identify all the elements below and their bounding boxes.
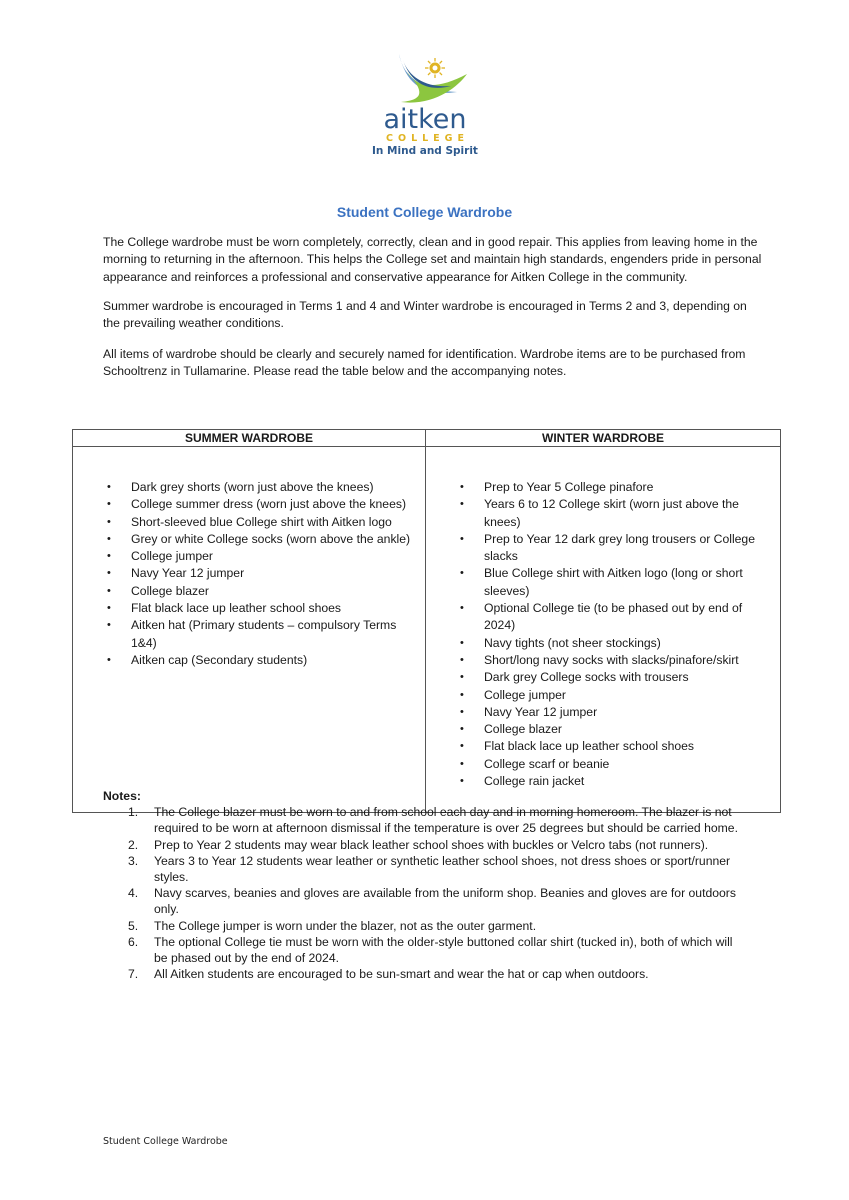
list-item: • College jumper xyxy=(73,548,425,565)
list-item: • Navy Year 12 jumper xyxy=(73,565,425,582)
note-number: 3. xyxy=(128,853,139,868)
list-item: • College jumper xyxy=(426,687,780,704)
note-text: Prep to Year 2 students may wear black leather school shoes with buckles or Velcro tabs (not runners). xyxy=(154,837,709,852)
list-item: • Short-sleeved blue College shirt with Aitken logo xyxy=(73,514,425,531)
wardrobe-table xyxy=(72,429,781,813)
winter-list xyxy=(426,479,780,790)
summer-list xyxy=(73,479,425,669)
note-item xyxy=(103,837,743,853)
notes-section xyxy=(103,788,743,982)
note-number: 7. xyxy=(128,967,139,982)
note-text: The College jumper is worn under the blazer, not as the outer garment. xyxy=(154,918,537,933)
note-item xyxy=(103,966,743,982)
list-item: • Navy Year 12 jumper xyxy=(426,704,780,721)
note-item xyxy=(103,804,743,836)
list-item: • Flat black lace up leather school shoes xyxy=(426,738,780,755)
summer-header: SUMMER WARDROBE xyxy=(73,430,426,447)
list-item: • Flat black lace up leather school shoes xyxy=(73,600,425,617)
list-item: • Optional College tie (to be phased out by end of 2024) xyxy=(426,600,780,635)
page-title: Student College Wardrobe xyxy=(336,204,513,220)
list-item: • College blazer xyxy=(73,583,425,600)
logo-college: COLLEGE xyxy=(386,133,469,144)
list-item: • College blazer xyxy=(426,721,780,738)
logo-name: aitken xyxy=(383,104,467,135)
summer-cell xyxy=(73,447,426,813)
list-item: • College scarf or beanie xyxy=(426,756,780,773)
intro-paragraph-2: Summer wardrobe is encouraged in Terms 1 and 4 and Winter wardrobe is encouraged in Terms 2 and 3, depending on the prevailing weather conditions. xyxy=(103,299,747,331)
logo-tagline: In Mind and Spirit xyxy=(372,145,478,157)
list-item: • Short/long navy socks with slacks/pinafore/skirt xyxy=(426,652,780,669)
note-text: The College blazer must be worn to and from school each day and in morning homeroom. The blazer is not required to be worn at afternoon dismissal if the temperature is over 25 degrees but should be carried home. xyxy=(154,805,738,836)
college-logo xyxy=(360,48,490,173)
note-item xyxy=(103,934,743,966)
list-item: • Blue College shirt with Aitken logo (long or short sleeves) xyxy=(426,565,780,600)
intro-paragraph-3: All items of wardrobe should be clearly and securely named for identification. Wardrobe items are to be purchased from Schooltrenz in Tullamarine. Please read the table below and the accompanying notes. xyxy=(103,347,746,379)
list-item: • Aitken hat (Primary students – compulsory Terms 1&4) xyxy=(73,617,425,652)
list-item: • Grey or white College socks (worn above the ankle) xyxy=(73,531,425,548)
note-item xyxy=(103,853,743,885)
notes-list xyxy=(103,804,743,982)
note-text: The optional College tie must be worn with the older-style buttoned collar shirt (tucked in), both of which will be phased out by the end of 2024. xyxy=(154,934,733,966)
list-item: • Prep to Year 5 College pinafore xyxy=(426,479,780,496)
list-item: • Aitken cap (Secondary students) xyxy=(73,652,425,669)
list-item: • Navy tights (not sheer stockings) xyxy=(426,635,780,652)
winter-header: WINTER WARDROBE xyxy=(426,430,781,447)
note-item xyxy=(103,918,743,934)
list-item: • College rain jacket xyxy=(426,773,780,790)
list-item: • Years 6 to 12 College skirt (worn just above the knees) xyxy=(426,496,780,531)
note-number: 1. xyxy=(128,805,139,820)
list-item: • Dark grey College socks with trousers xyxy=(426,669,780,686)
notes-heading: Notes: xyxy=(103,789,141,803)
note-number: 5. xyxy=(128,918,139,933)
winter-cell xyxy=(426,447,781,813)
note-number: 6. xyxy=(128,934,139,949)
page-footer: Student College Wardrobe xyxy=(103,1136,228,1147)
note-text: Navy scarves, beanies and gloves are available from the uniform shop. Beanies and gloves are for outdoors only. xyxy=(154,886,736,917)
intro-paragraph-1: The College wardrobe must be worn completely, correctly, clean and in good repair. This applies from leaving home in the morning to returning in the afternoon. This helps the College set and maintain high standards, engenders pride in personal appearance and reinforces a professional and conservative appearance for Aitken College in the community. xyxy=(103,235,762,284)
note-item xyxy=(103,885,743,917)
list-item: • Dark grey shorts (worn just above the knees) xyxy=(73,479,425,496)
sun-swoosh-icon xyxy=(377,48,473,106)
list-item: • College summer dress (worn just above the knees) xyxy=(73,496,425,513)
list-item: • Prep to Year 12 dark grey long trousers or College slacks xyxy=(426,531,780,566)
note-text: Years 3 to Year 12 students wear leather or synthetic leather school shoes, not dress shoes or sport/runner styles. xyxy=(154,853,731,885)
note-text: All Aitken students are encouraged to be sun-smart and wear the hat or cap when outdoors. xyxy=(154,967,649,982)
note-number: 4. xyxy=(128,886,139,901)
note-number: 2. xyxy=(128,837,139,852)
